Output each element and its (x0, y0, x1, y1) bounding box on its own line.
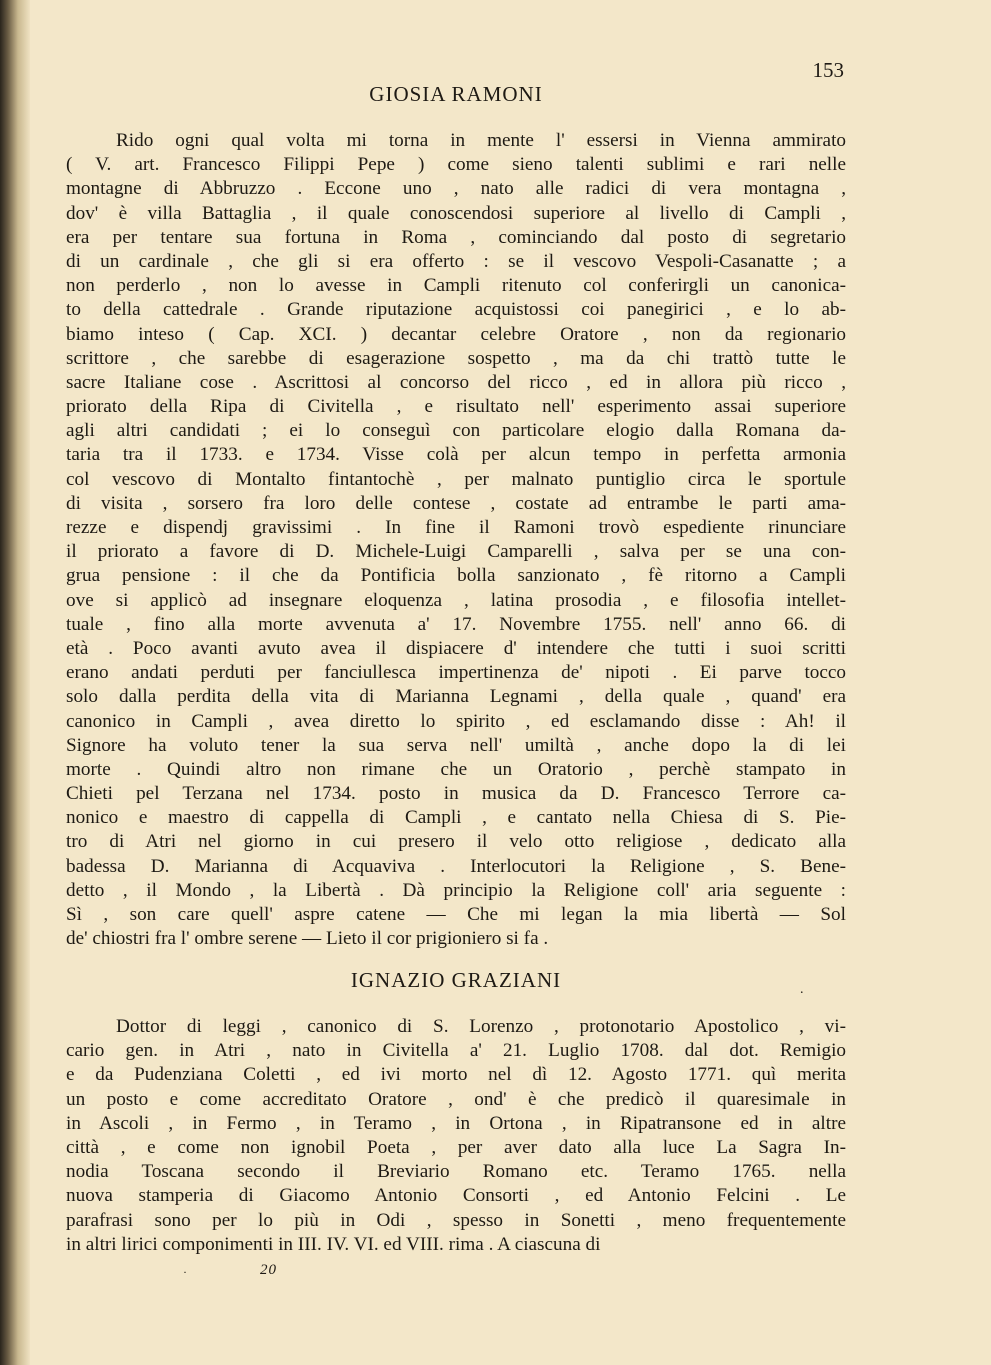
text-line: cario gen. in Atri , nato in Civitella a' 21. Luglio 1708. dal dot. Remigio (66, 1040, 846, 1062)
text-line: sacre Italiane cose . Ascrittosi al concorso del ricco , ed in allora più ricco , (66, 371, 846, 393)
text-line: età . Poco avanti avuto avea il dispiacere d' intendere che tutti i suoi scritti (66, 637, 846, 659)
text-line: grua pensione : il che da Pontificia bolla sanzionato , fè ritorno a Campli (66, 565, 846, 587)
section-body-ignazio-graziani (66, 1015, 846, 1257)
text-line: ove si applicò ad insegnare eloquenza , latina prosodia , e filosofia intellet- (66, 589, 846, 611)
text-line: nonico e maestro di cappella di Campli , e cantato nella Chiesa di S. Pie- (66, 807, 846, 829)
text-line: rezze e dispendj gravissimi . In fine il Ramoni trovò espediente rinunciare (66, 517, 846, 538)
book-gutter-shadow (0, 0, 30, 1365)
text-line: de' chiostri fra l' ombre serene — Lieto il cor prigioniero si fa . (66, 928, 549, 950)
text-line: un posto e come accreditato Oratore , ond' è che predicò il quaresimale in (66, 1088, 846, 1110)
text-line: ( V. art. Francesco Filippi Pepe ) come sieno talenti sublimi e rari nelle (66, 154, 846, 176)
text-line: dov' è villa Battaglia , il quale conoscendosi superiore al livello di Campli , (66, 202, 846, 224)
text-line: col vescovo di Montalto fintantochè , per malnato puntiglio circa le sportule (66, 468, 846, 490)
text-line: in Ascoli , in Fermo , in Teramo , in Ortona , in Ripatransone ed in altre (66, 1112, 846, 1134)
text-line: nodia Toscana secondo il Breviario Romano etc. Teramo 1765. nella (66, 1161, 846, 1183)
text-line: Rido ogni qual volta mi torna in mente l' essersi in Vienna ammirato (116, 130, 846, 151)
stray-dot-mark: . (800, 982, 804, 997)
text-line: e da Pudenziana Coletti , ed ivi morto nel dì 12. Agosto 1771. quì merita (66, 1064, 846, 1086)
text-line: to della cattedrale . Grande riputazione acquistossi coi panegirici , e lo ab- (66, 299, 846, 321)
text-line: canonico in Campli , avea diretto lo spirito , ed esclamando disse : Ah! il (66, 710, 846, 732)
text-line: parafrasi sono per lo più in Odi , spesso in Sonetti , meno frequentemente (66, 1209, 846, 1231)
text-line: città , e come non ignobil Poeta , per aver dato alla luce La Sagra In- (66, 1136, 846, 1158)
text-line: in altri lirici componimenti in III. IV. VI. ed VIII. rima . A ciascuna di (66, 1233, 601, 1255)
text-line: di visita , sorsero fra loro delle contese , costate ad entrambe le parti ama- (66, 492, 846, 514)
text-line: tuale , fino alla morte avvenuta a' 17. Novembre 1755. nell' anno 66. di (66, 613, 846, 635)
page-number: 153 (812, 58, 844, 82)
text-line: di un cardinale , che gli si era offerto : se il vescovo Vespoli-Casanatte ; a (66, 250, 846, 272)
text-line: morte . Quindi altro non rimane che un Oratorio , perchè stampato in (66, 758, 846, 780)
signature-mark: 20 (260, 1262, 277, 1278)
text-line: non perderlo , non lo avesse in Campli ritenuto col conferirgli un canonica- (66, 275, 846, 297)
text-line: il priorato a favore di D. Michele-Luigi Camparelli , salva per se una con- (66, 541, 846, 563)
text-line: montagne di Abbruzzo . Eccone uno , nato alle radici di vera montagna , (66, 178, 846, 200)
text-line: Sì , son care quell' aspre catene — Che mi legan la mia libertà — Sol (66, 904, 846, 925)
section-body-giosia-ramoni (66, 129, 846, 951)
text-line: Signore ha voluto tener la sua serva nell' umiltà , anche dopo la di lei (66, 734, 846, 756)
text-line: erano andati perduti per fanciullesca impertinenza de' nipoti . Ei parve tocco (66, 662, 846, 684)
section-heading-ignazio-graziani: IGNAZIO GRAZIANI (350, 968, 562, 992)
text-line: solo dalla perdita della vita di Marianna Legnami , della quale , quand' era (66, 686, 846, 708)
text-line: priorato della Ripa di Civitella , e risultato nell' esperimento assai superiore (66, 396, 846, 418)
text-line: taria tra il 1733. e 1734. Visse colà per alcun tempo in perfetta armonia (66, 444, 846, 466)
section-heading-giosia-ramoni: GIOSIA RAMONI (369, 82, 543, 106)
stray-dot-mark: · (183, 1265, 187, 1279)
text-line: tro di Atri nel giorno in cui presero il velo otto religiose , dedicato alla (66, 831, 846, 853)
text-line: era per tentare sua fortuna in Roma , cominciando dal posto di segretario (66, 226, 846, 248)
text-line: nuova stamperia di Giacomo Antonio Consorti , ed Antonio Felcini . Le (66, 1185, 846, 1207)
text-line: Chieti pel Terzana nel 1734. posto in musica da D. Francesco Terrore ca- (66, 783, 846, 805)
text-line: detto , il Mondo , la Libertà . Dà principio la Religione coll' aria seguente : (66, 879, 846, 901)
text-line: Dottor di leggi , canonico di S. Lorenzo , protonotario Apostolico , vi- (116, 1016, 846, 1037)
text-line: biamo inteso ( Cap. XCI. ) decantar celebre Oratore , non da regionario (66, 323, 846, 345)
text-line: agli altri candidati ; ei lo conseguì con particolare elogio dalla Romana da- (66, 420, 846, 442)
text-line: badessa D. Marianna di Acquaviva . Interlocutori la Religione , S. Bene- (66, 855, 846, 877)
text-line: scrittore , che sarebbe di esagerazione sospetto , ma da chi trattò tutte le (66, 347, 846, 369)
